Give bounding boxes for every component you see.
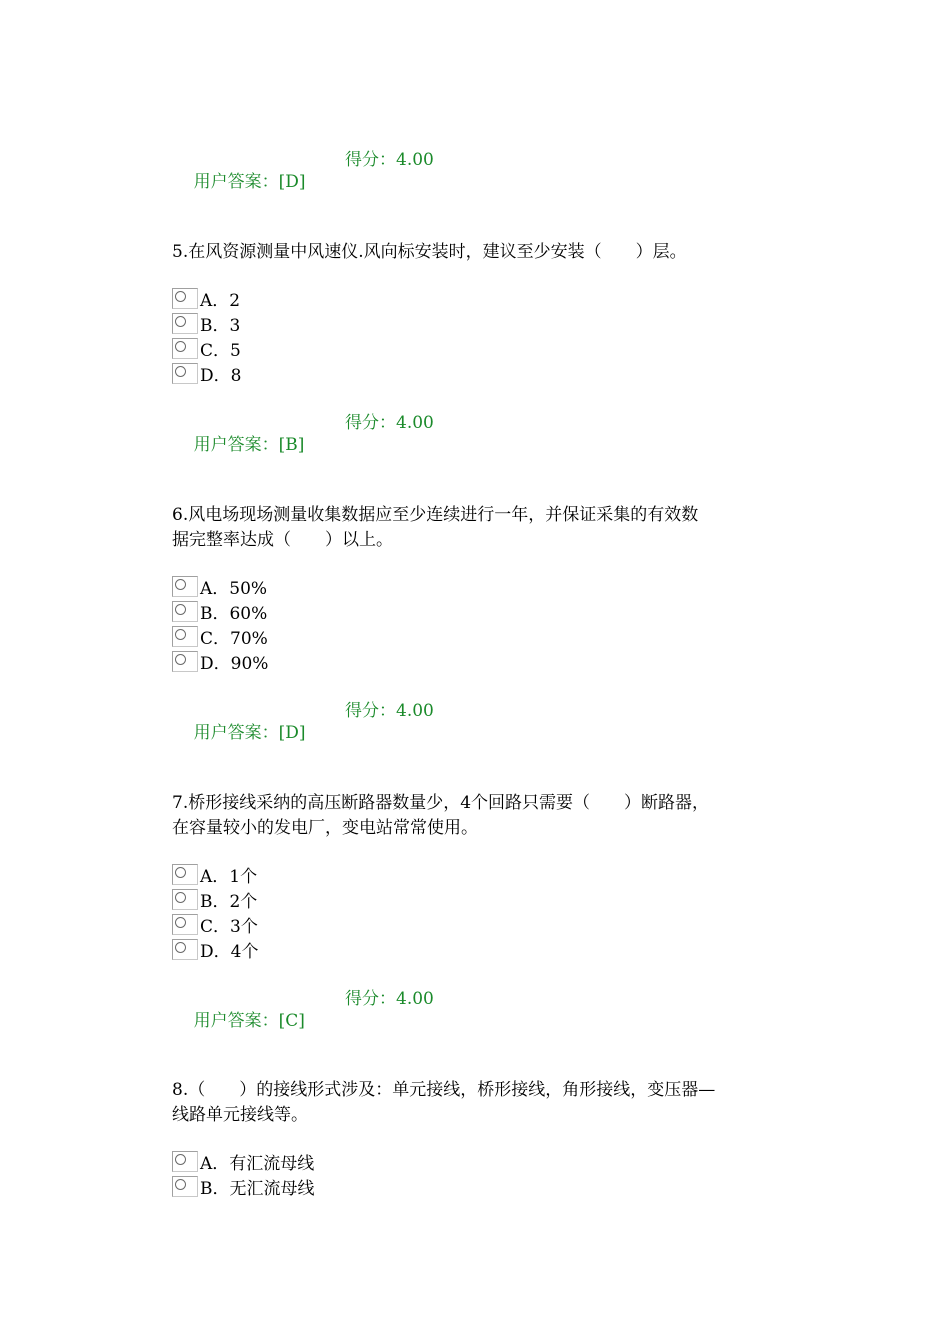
question-text bbox=[172, 503, 782, 553]
option-label: D．90% bbox=[200, 654, 269, 674]
option-label: D．4个 bbox=[200, 942, 259, 962]
radio-button[interactable] bbox=[172, 864, 198, 885]
question-text bbox=[172, 1078, 782, 1128]
option-label: A．50% bbox=[200, 579, 268, 599]
option-label: A．2 bbox=[200, 291, 241, 311]
option-label: B．2个 bbox=[200, 892, 258, 912]
user-answer: 用户答案：[C] bbox=[193, 1011, 305, 1031]
question-text bbox=[172, 240, 782, 265]
option-label: A．1个 bbox=[200, 867, 258, 887]
option-b[interactable] bbox=[172, 314, 782, 339]
option-label: A．有汇流母线 bbox=[200, 1154, 315, 1174]
radio-circle-icon bbox=[175, 942, 186, 953]
radio-circle-icon bbox=[175, 579, 186, 590]
radio-circle-icon bbox=[175, 1154, 186, 1165]
answer-result-5 bbox=[172, 412, 434, 500]
option-a[interactable] bbox=[172, 289, 782, 314]
question-line: 6.风电场现场测量收集数据应至少连续进行一年，并保证采集的有效数 bbox=[172, 505, 699, 525]
option-list bbox=[172, 289, 782, 389]
question-line: 7.桥形接线采纳的高压断路器数量少，4个回路只需要（ ）断路器， bbox=[172, 793, 710, 813]
option-list bbox=[172, 865, 782, 965]
question-line: 据完整率达成（ ）以上。 bbox=[172, 530, 393, 550]
radio-circle-icon bbox=[175, 629, 186, 640]
radio-circle-icon bbox=[175, 867, 186, 878]
score: 得分：4.00 bbox=[345, 701, 434, 721]
option-c[interactable] bbox=[172, 627, 782, 652]
answer-result-4 bbox=[172, 149, 434, 237]
answer-result-6 bbox=[172, 700, 434, 788]
option-a[interactable] bbox=[172, 865, 782, 890]
option-b[interactable] bbox=[172, 1177, 782, 1202]
option-b[interactable] bbox=[172, 890, 782, 915]
user-answer: 用户答案：[B] bbox=[193, 435, 305, 455]
question-5 bbox=[172, 240, 782, 389]
option-a[interactable] bbox=[172, 577, 782, 602]
radio-button[interactable] bbox=[172, 914, 198, 935]
option-list bbox=[172, 577, 782, 677]
option-c[interactable] bbox=[172, 339, 782, 364]
radio-button[interactable] bbox=[172, 1176, 198, 1197]
option-label: B．3 bbox=[200, 316, 241, 336]
option-label: C．70% bbox=[200, 629, 268, 649]
option-d[interactable] bbox=[172, 364, 782, 389]
radio-button[interactable] bbox=[172, 363, 198, 384]
radio-button[interactable] bbox=[172, 576, 198, 597]
radio-circle-icon bbox=[175, 1179, 186, 1190]
radio-circle-icon bbox=[175, 291, 186, 302]
radio-button[interactable] bbox=[172, 288, 198, 309]
option-label: B．60% bbox=[200, 604, 268, 624]
question-line: 线路单元接线等。 bbox=[172, 1105, 308, 1125]
radio-button[interactable] bbox=[172, 313, 198, 334]
question-text bbox=[172, 791, 782, 841]
radio-button[interactable] bbox=[172, 651, 198, 672]
option-label: D．8 bbox=[200, 366, 242, 386]
radio-button[interactable] bbox=[172, 889, 198, 910]
option-list bbox=[172, 1152, 782, 1202]
answer-result-7 bbox=[172, 988, 434, 1076]
option-b[interactable] bbox=[172, 602, 782, 627]
option-d[interactable] bbox=[172, 940, 782, 965]
option-label: C．3个 bbox=[200, 917, 258, 937]
question-7 bbox=[172, 791, 782, 965]
option-label: B．无汇流母线 bbox=[200, 1179, 315, 1199]
radio-circle-icon bbox=[175, 316, 186, 327]
radio-button[interactable] bbox=[172, 601, 198, 622]
score: 得分：4.00 bbox=[345, 150, 434, 170]
score: 得分：4.00 bbox=[345, 413, 434, 433]
question-line: 5.在风资源测量中风速仪.风向标安装时，建议至少安装（ ）层。 bbox=[172, 242, 687, 262]
question-8 bbox=[172, 1078, 782, 1202]
user-answer: 用户答案：[D] bbox=[193, 723, 306, 743]
user-answer: 用户答案：[D] bbox=[193, 172, 306, 192]
score: 得分：4.00 bbox=[345, 989, 434, 1009]
radio-circle-icon bbox=[175, 892, 186, 903]
option-a[interactable] bbox=[172, 1152, 782, 1177]
radio-circle-icon bbox=[175, 604, 186, 615]
question-line: 8.（ ）的接线形式涉及：单元接线，桥形接线，角形接线，变压器— bbox=[172, 1080, 716, 1100]
radio-button[interactable] bbox=[172, 939, 198, 960]
exam-page bbox=[172, 0, 782, 1344]
radio-circle-icon bbox=[175, 366, 186, 377]
radio-circle-icon bbox=[175, 654, 186, 665]
option-label: C．5 bbox=[200, 341, 241, 361]
radio-circle-icon bbox=[175, 917, 186, 928]
option-d[interactable] bbox=[172, 652, 782, 677]
radio-button[interactable] bbox=[172, 626, 198, 647]
radio-circle-icon bbox=[175, 341, 186, 352]
option-c[interactable] bbox=[172, 915, 782, 940]
question-6 bbox=[172, 503, 782, 677]
radio-button[interactable] bbox=[172, 338, 198, 359]
question-line: 在容量较小的发电厂，变电站常常使用。 bbox=[172, 818, 478, 838]
radio-button[interactable] bbox=[172, 1151, 198, 1172]
